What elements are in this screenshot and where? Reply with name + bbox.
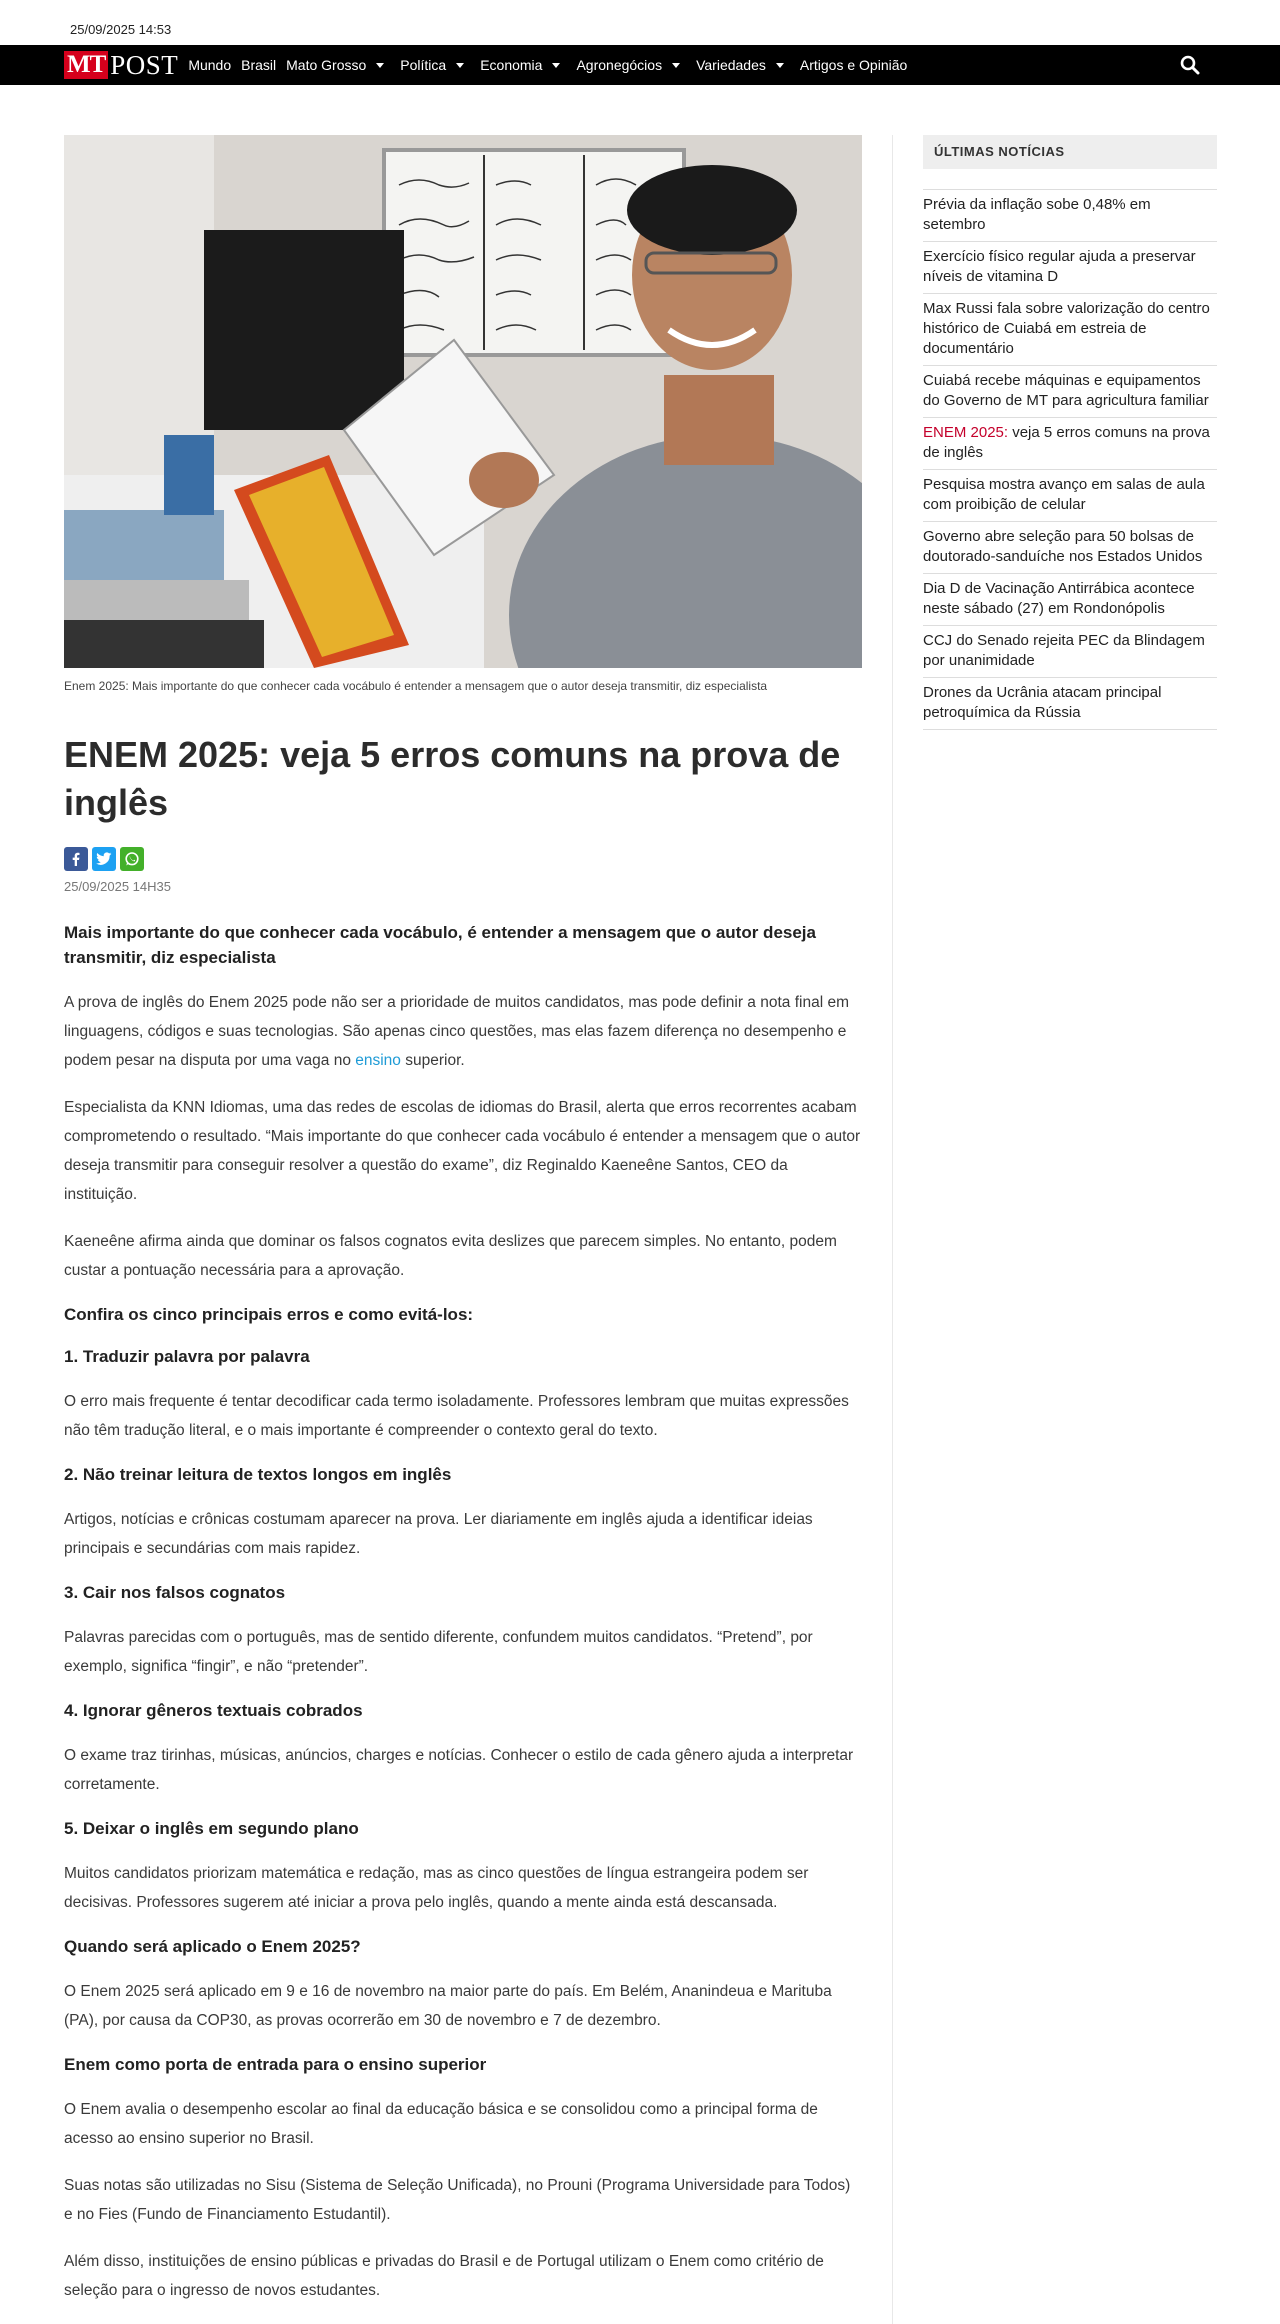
image-caption: Enem 2025: Mais importante do que conhecer cada vocábulo é entender a mensagem que o autor deseja transmitir, diz especialista — [64, 679, 768, 693]
paragraph-9: O Enem 2025 será aplicado em 9 e 16 de novembro na maior parte do país. Em Belém, Ananindeua e Marituba (PA), por causa da COP30, as provas ocorrerão em 30 de novembro e 7 de dezembro. — [64, 1983, 832, 2029]
article-hero-image — [64, 135, 862, 668]
paragraph-8: Muitos candidatos priorizam matemática e redação, mas as cinco questões de língua estrangeira podem ser decisivas. Professores sugerem até iniciar a prova pelo inglês, quando a mente ainda está descansada. — [64, 1865, 809, 1911]
nav-mundo[interactable]: Mundo — [188, 57, 232, 73]
nav-economia[interactable]: Economia — [480, 57, 566, 73]
paragraph-10: O Enem avalia o desempenho escolar ao final da educação básica e se consolidou como a principal forma de acesso ao ensino superior no Brasil. — [64, 2101, 818, 2147]
latest-news-item[interactable]: Dia D de Vacinação Antirrábica acontece neste sábado (27) em Rondonópolis — [923, 574, 1217, 626]
nav-brasil[interactable]: Brasil — [241, 57, 277, 73]
subhead-7: Enem como porta de entrada para o ensino superior — [64, 2055, 487, 2074]
whatsapp-share-button[interactable] — [120, 847, 144, 871]
subhead-1: 1. Traduzir palavra por palavra — [64, 1347, 310, 1366]
facebook-icon — [69, 852, 83, 866]
paragraph-11: Suas notas são utilizadas no Sisu (Sistema de Seleção Unificada), no Prouni (Programa Universidade para Todos) e no Fies (Fundo de Financiamento Estudantil). — [64, 2177, 851, 2223]
logo-post: POST — [110, 50, 179, 80]
nav-artigos-opiniao[interactable]: Artigos e Opinião — [799, 57, 908, 73]
article-main — [64, 135, 862, 2324]
latest-news-item[interactable]: Governo abre seleção para 50 bolsas de doutorado-sanduíche nos Estados Unidos — [923, 522, 1217, 574]
site-logo[interactable] — [64, 51, 178, 79]
twitter-share-button[interactable] — [92, 847, 116, 871]
chevron-down-icon — [776, 63, 784, 68]
main-navbar — [0, 45, 1280, 85]
latest-news-item-active[interactable]: ENEM 2025: veja 5 erros comuns na prova de inglês — [923, 418, 1217, 470]
search-icon[interactable] — [1180, 55, 1200, 75]
article-title: ENEM 2025: veja 5 erros comuns na prova de inglês — [64, 734, 841, 823]
nav-mato-grosso[interactable]: Mato Grosso — [286, 57, 390, 73]
chevron-down-icon — [376, 63, 384, 68]
latest-news-item[interactable]: Cuiabá recebe máquinas e equipamentos do Governo de MT para agricultura familiar — [923, 366, 1217, 418]
chevron-down-icon — [552, 63, 560, 68]
latest-news-item[interactable]: Max Russi fala sobre valorização do centro histórico de Cuiabá em estreia de documentário — [923, 294, 1217, 366]
paragraph-12: Além disso, instituições de ensino públicas e privadas do Brasil e de Portugal utilizam o Enem como critério de seleção para o ingresso de novos estudantes. — [64, 2253, 824, 2299]
whatsapp-icon — [124, 851, 140, 867]
paragraph-3: Kaeneêne afirma ainda que dominar os falsos cognatos evita deslizes que parecem simples. No entanto, podem custar a pontuação necessária para a aprovação. — [64, 1233, 837, 1279]
paragraph-7: O exame traz tirinhas, músicas, anúncios, charges e notícias. Conhecer o estilo de cada gênero ajuda a interpretar corretamente. — [64, 1747, 854, 1793]
publish-date: 25/09/2025 14H35 — [64, 879, 171, 894]
logo-mt: MT — [64, 51, 108, 79]
sidebar-title: ÚLTIMAS NOTÍCIAS — [923, 135, 1217, 169]
paragraph-5: Artigos, notícias e crônicas costumam aparecer na prova. Ler diariamente em inglês ajuda a identificar ideias principais e secundárias com mais rapidez. — [64, 1511, 813, 1557]
chevron-down-icon — [456, 63, 464, 68]
twitter-icon — [96, 852, 112, 866]
nav-politica[interactable]: Política — [400, 57, 470, 73]
ensino-link[interactable]: ensino — [355, 1052, 401, 1069]
subhead-3: 3. Cair nos falsos cognatos — [64, 1583, 286, 1602]
facebook-share-button[interactable] — [64, 847, 88, 871]
latest-news-item[interactable]: Prévia da inflação sobe 0,48% em setembro — [923, 190, 1217, 242]
chevron-down-icon — [672, 63, 680, 68]
subhead-confira: Confira os cinco principais erros e como evitá-los: — [64, 1305, 474, 1324]
subhead-6: Quando será aplicado o Enem 2025? — [64, 1937, 361, 1956]
subhead-2: 2. Não treinar leitura de textos longos em inglês — [64, 1465, 452, 1484]
article-lead: Mais importante do que conhecer cada vocábulo, é entender a mensagem que o autor deseja transmitir, diz especialista — [64, 923, 816, 967]
latest-news-item[interactable]: Drones da Ucrânia atacam principal petroquímica da Rússia — [923, 678, 1217, 730]
column-divider — [892, 135, 893, 2324]
paragraph-6: Palavras parecidas com o português, mas de sentido diferente, confundem muitos candidatos. “Pretend”, por exemplo, significa “fingir”, e não “pretender”. — [64, 1629, 813, 1675]
paragraph-4: O erro mais frequente é tentar decodificar cada termo isoladamente. Professores lembram que muitas expressões não têm tradução literal, e o mais importante é compreender o contexto geral do texto. — [64, 1393, 849, 1439]
latest-news-sidebar — [923, 135, 1217, 2324]
latest-news-item[interactable]: Pesquisa mostra avanço em salas de aula com proibição de celular — [923, 470, 1217, 522]
nav-agronegocios[interactable]: Agronegócios — [576, 57, 686, 73]
header-datetime: 25/09/2025 14:53 — [70, 22, 172, 37]
subhead-4: 4. Ignorar gêneros textuais cobrados — [64, 1701, 363, 1720]
share-buttons — [64, 847, 862, 871]
subhead-5: 5. Deixar o inglês em segundo plano — [64, 1819, 359, 1838]
latest-news-list — [923, 189, 1217, 730]
paragraph-1: A prova de inglês do Enem 2025 pode não ser a prioridade de muitos candidatos, mas pode definir a nota final em linguagens, códigos e suas tecnologias. São apenas cinco questões, mas elas fazem diferença no desempenho e podem pesar na disputa por uma vaga no ensino superior. — [64, 994, 849, 1069]
latest-news-item[interactable]: Exercício físico regular ajuda a preservar níveis de vitamina D — [923, 242, 1217, 294]
paragraph-2: Especialista da KNN Idiomas, uma das redes de escolas de idiomas do Brasil, alerta que erros recorrentes acabam comprometendo o resultado. “Mais importante do que conhecer cada vocábulo é entender a mensagem que o autor deseja transmitir para conseguir resolver a questão do exame”, diz Reginaldo Kaeneêne Santos, CEO da instituição. — [64, 1099, 861, 1203]
nav-variedades[interactable]: Variedades — [696, 57, 790, 73]
latest-news-item[interactable]: CCJ do Senado rejeita PEC da Blindagem por unanimidade — [923, 626, 1217, 678]
